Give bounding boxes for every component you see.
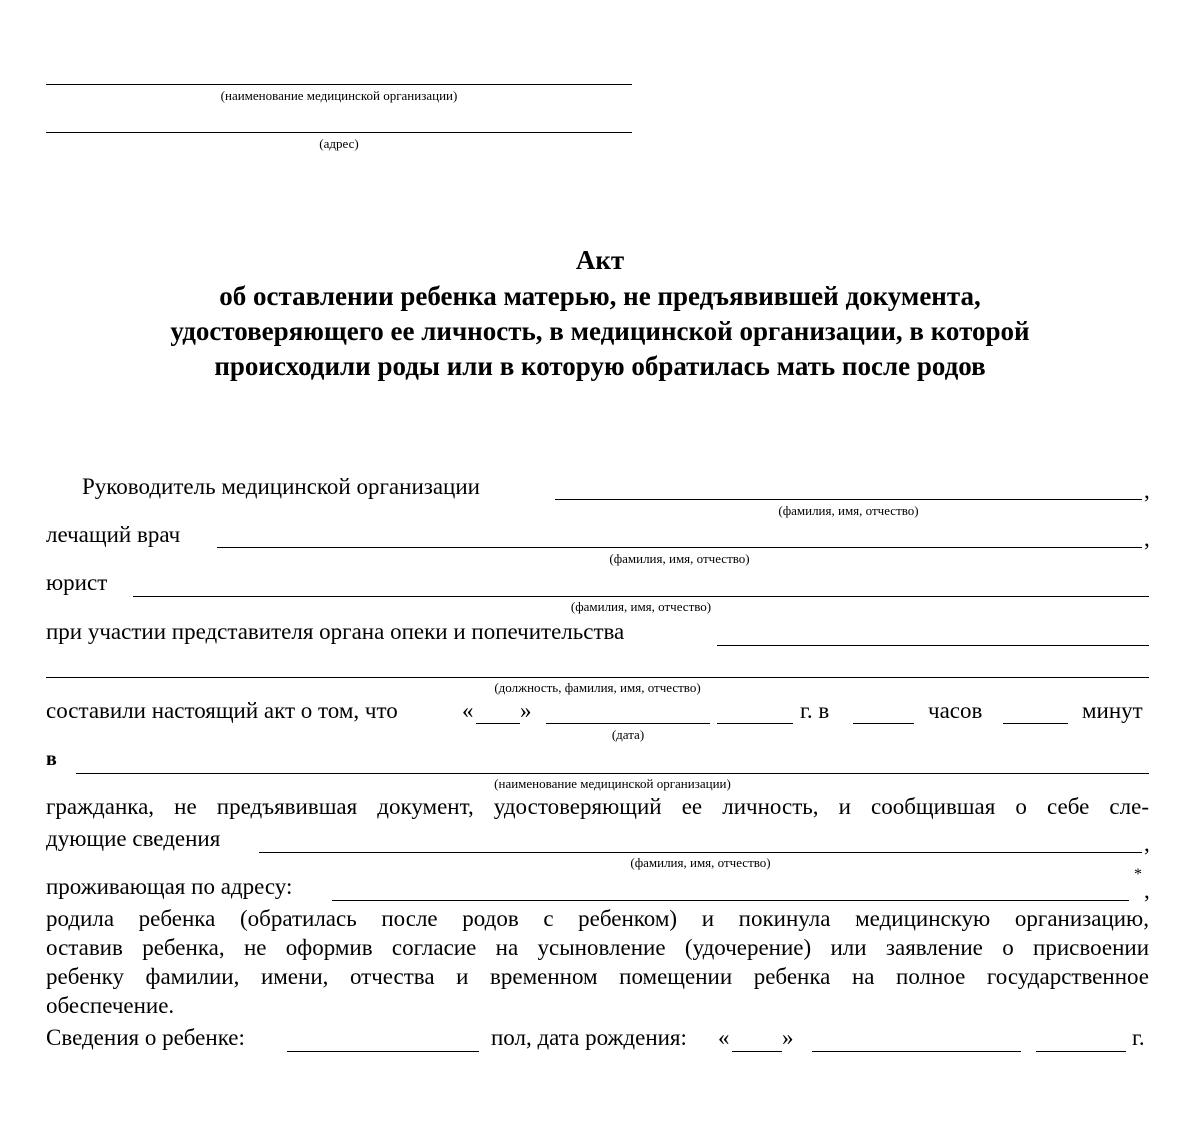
head-fio-line[interactable] xyxy=(555,499,1142,500)
year-field[interactable] xyxy=(717,723,793,724)
paragraph-line-1: родила ребенка (обратилась после родов с ребенком) и покинула медицинскую организацию, xyxy=(46,906,1149,931)
citizen-comma: , xyxy=(1144,831,1150,856)
guardian-position-caption: (должность, фамилия, имя, отчество) xyxy=(494,680,701,695)
org-name-caption: (наименование медицинской организации) xyxy=(220,88,458,103)
residence-address-line[interactable] xyxy=(332,900,1129,901)
citizen-text-2: дующие сведения xyxy=(46,826,221,851)
lawyer-fio-caption: (фамилия, имя, отчество) xyxy=(570,599,712,614)
lawyer-fio-line[interactable] xyxy=(133,596,1149,597)
title-line-2: об оставлении ребенка матерью, не предъявившей документа, xyxy=(219,281,981,311)
address-comma: , xyxy=(1144,878,1150,903)
footnote-asterisk: * xyxy=(1134,866,1142,883)
org-name-line[interactable] xyxy=(46,84,632,85)
quote-open: « xyxy=(462,698,474,723)
address-line[interactable] xyxy=(46,132,632,133)
dob-year-field[interactable] xyxy=(1036,1051,1126,1052)
doctor-fio-caption: (фамилия, имя, отчество) xyxy=(609,551,750,566)
citizen-fio-line[interactable] xyxy=(259,852,1142,853)
minutes-field[interactable] xyxy=(1003,723,1068,724)
doctor-label: лечащий врач xyxy=(46,522,181,547)
doctor-fio-line[interactable] xyxy=(217,547,1142,548)
month-field[interactable] xyxy=(546,723,710,724)
citizen-fio-caption: (фамилия, имя, отчество) xyxy=(630,855,771,870)
paragraph-line-2: оставив ребенка, не оформив согласие на усыновление (удочерение) или заявление о присвоении xyxy=(46,935,1149,960)
act-label: составили настоящий акт о том, что xyxy=(46,698,398,723)
day-field[interactable] xyxy=(476,723,520,724)
title-line-4: происходили роды или в которую обратилась мать после родов xyxy=(214,351,986,381)
doctor-comma: , xyxy=(1144,526,1150,551)
paragraph-line-3: ребенку фамилии, имени, отчества и временном помещении ребенка на полное государственное xyxy=(46,964,1149,989)
quote-close: » xyxy=(520,698,532,723)
year-label: г. в xyxy=(800,698,830,723)
lawyer-label: юрист xyxy=(46,570,108,595)
dob-day-field[interactable] xyxy=(732,1051,782,1052)
head-label: Руководитель медицинской организации xyxy=(82,474,480,499)
sex-dob-label: пол, дата рождения: xyxy=(491,1025,687,1050)
dob-year-suffix: г. xyxy=(1132,1025,1145,1050)
dob-month-field[interactable] xyxy=(812,1051,1021,1052)
guardian-label: при участии представителя органа опеки и попечительства xyxy=(46,619,625,644)
child-label: Сведения о ребенке: xyxy=(46,1025,245,1050)
citizen-text: гражданка, не предъявившая документ, удостоверяющий ее личность, и сообщившая о себе сле- xyxy=(46,794,1149,819)
hours-field[interactable] xyxy=(853,723,914,724)
head-comma: , xyxy=(1144,478,1150,503)
child-field[interactable] xyxy=(287,1051,479,1052)
hours-label: часов xyxy=(928,698,983,723)
page-title: Акт xyxy=(575,245,625,275)
org-in-line[interactable] xyxy=(76,773,1149,774)
guardian-line-2[interactable] xyxy=(46,677,1149,678)
address-caption: (адрес) xyxy=(319,136,359,151)
title-line-3: удостоверяющего ее личность, в медицинской организации, в которой xyxy=(170,316,1030,346)
head-fio-caption: (фамилия, имя, отчество) xyxy=(778,503,919,518)
date-caption: (дата) xyxy=(611,727,645,742)
dob-quote-close: » xyxy=(782,1025,794,1050)
in-label: в xyxy=(46,748,57,770)
org-in-caption: (наименование медицинской организации) xyxy=(494,776,731,791)
address-label: проживающая по адресу: xyxy=(46,874,293,899)
minutes-label: минут xyxy=(1082,698,1143,723)
guardian-line-1[interactable] xyxy=(717,645,1149,646)
paragraph-line-4: обеспечение. xyxy=(46,993,175,1018)
dob-quote-open: « xyxy=(718,1025,730,1050)
